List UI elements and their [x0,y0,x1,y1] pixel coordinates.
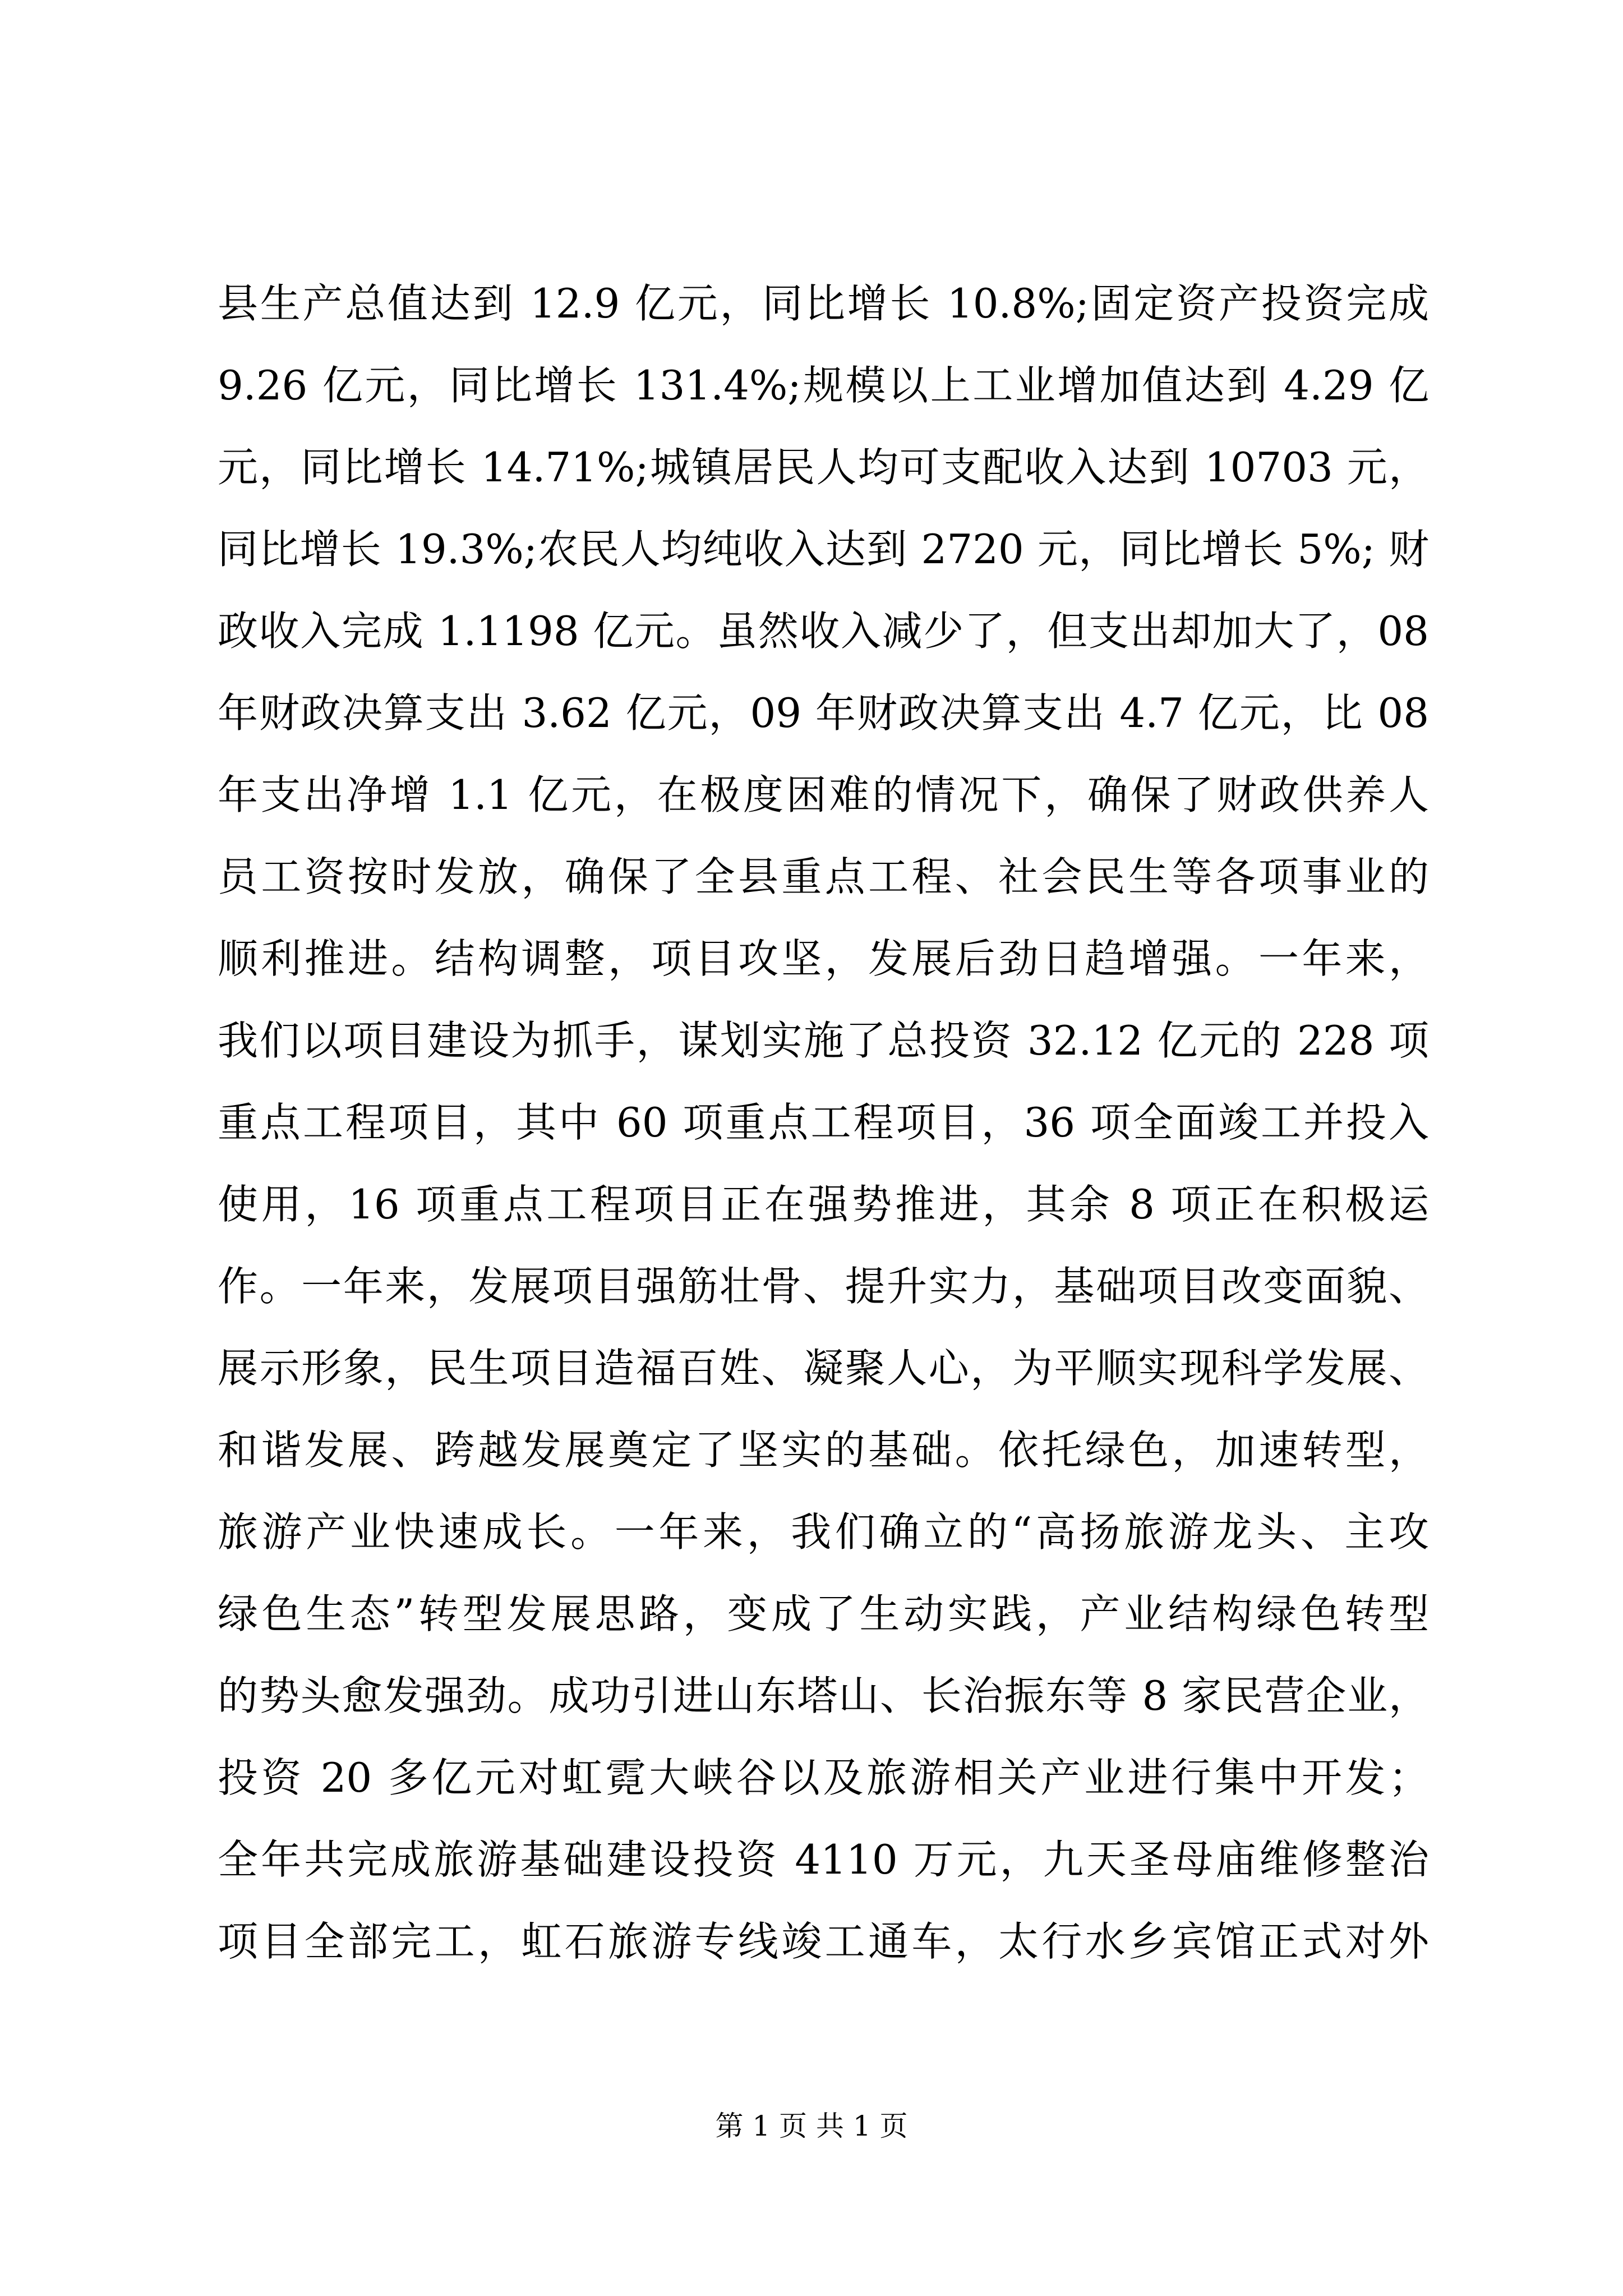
text-line-2: 9.26 亿元，同比增长 131.4%;规模以上工业增加值达到 4.29 亿 [218,362,1429,409]
text-line-21: 项目全部完工，虹石旅游专线竣工通车，太行水乡宾馆正式对外 [218,1918,1429,1965]
page-footer: 第 1 页 共 1 页 [715,2110,908,2142]
text-line-12: 使用，16 项重点工程项目正在强势推进，其余 8 项正在积极运 [218,1181,1429,1228]
text-line-6: 年财政决算支出 3.62 亿元，09 年财政决算支出 4.7 亿元，比 08 [218,689,1429,737]
body-text [218,263,1429,1982]
text-line-5: 政收入完成 1.1198 亿元。虽然收入减少了，但支出却加大了，08 [218,608,1429,655]
text-line-1: 县生产总值达到 12.9 亿元，同比增长 10.8%;固定资产投资完成 [218,280,1429,327]
text-line-9: 顺利推进。结构调整，项目攻坚，发展后劲日趋增强。一年来， [218,935,1429,982]
text-line-15: 和谐发展、跨越发展奠定了坚实的基础。依托绿色，加速转型， [218,1427,1429,1474]
text-line-10: 我们以项目建设为抓手，谋划实施了总投资 32.12 亿元的 228 项 [218,1017,1429,1064]
text-line-18: 的势头愈发强劲。成功引进山东塔山、长治振东等 8 家民营企业， [218,1672,1429,1719]
text-line-13: 作。一年来，发展项目强筋壮骨、提升实力，基础项目改变面貌、 [218,1263,1429,1310]
text-line-11: 重点工程项目，其中 60 项重点工程项目，36 项全面竣工并投入 [218,1099,1429,1146]
text-line-3: 元，同比增长 14.71%;城镇居民人均可支配收入达到 10703 元， [218,444,1429,491]
text-line-20: 全年共完成旅游基础建设投资 4110 万元，九天圣母庙维修整治 [218,1836,1429,1883]
text-line-7: 年支出净增 1.1 亿元，在极度困难的情况下，确保了财政供养人 [218,771,1429,818]
text-line-14: 展示形象，民生项目造福百姓、凝聚人心，为平顺实现科学发展、 [218,1345,1429,1392]
text-line-19: 投资 20 多亿元对虹霓大峡谷以及旅游相关产业进行集中开发； [218,1754,1429,1801]
text-line-16: 旅游产业快速成长。一年来，我们确立的“高扬旅游龙头、主攻 [218,1508,1429,1556]
text-line-17: 绿色生态”转型发展思路，变成了生动实践，产业结构绿色转型 [218,1590,1429,1637]
text-line-8: 员工资按时发放，确保了全县重点工程、社会民生等各项事业的 [218,853,1429,900]
text-line-4: 同比增长 19.3%;农民人均纯收入达到 2720 元，同比增长 5%; 财 [218,526,1429,573]
